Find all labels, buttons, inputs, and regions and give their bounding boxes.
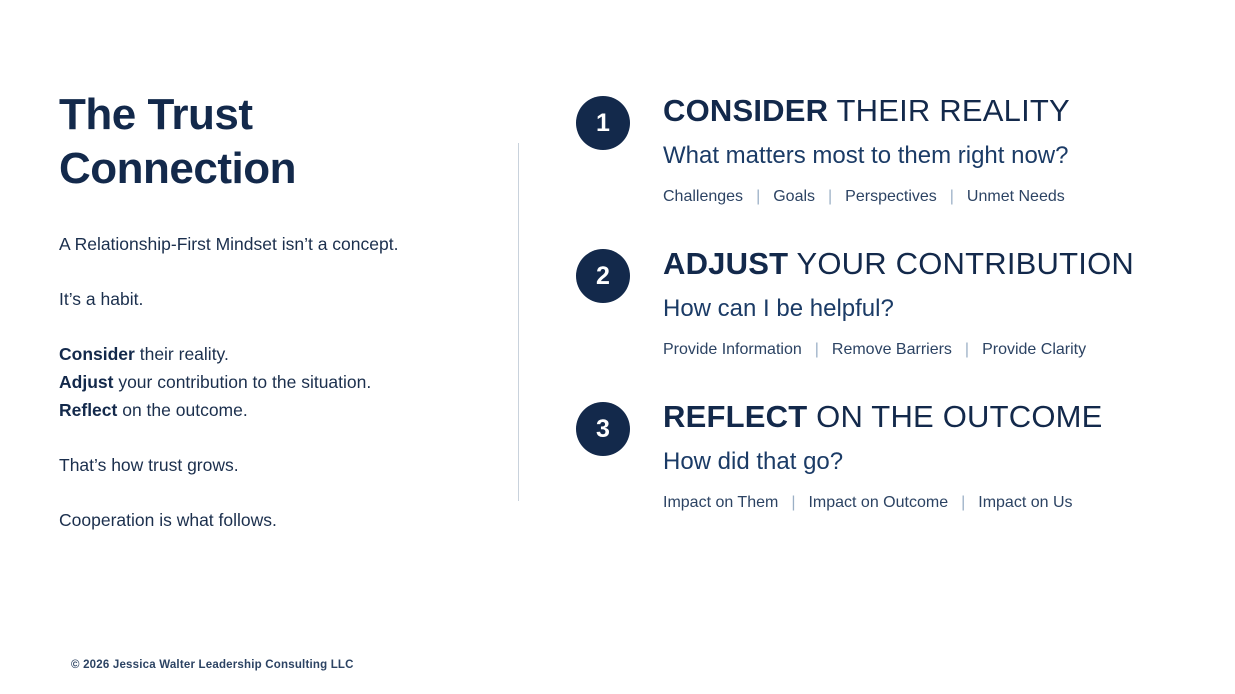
tag-separator-icon: |: [814, 341, 819, 358]
tag-separator-icon: |: [961, 494, 966, 511]
action-text-consider: their reality.: [134, 344, 229, 364]
step-1-tag-4: Unmet Needs: [966, 188, 1065, 205]
action-text-adjust: your contribution to the situation.: [113, 372, 372, 392]
step-2-heading-light: YOUR CONTRIBUTION: [788, 246, 1134, 281]
action-label-adjust: Adjust: [59, 372, 114, 392]
left-column: [59, 88, 479, 561]
step-2-subheading: How can I be helpful?: [663, 295, 894, 322]
step-1-subheading: What matters most to them right now?: [663, 142, 1069, 169]
paragraph-intro: A Relationship-First Mindset isn’t a concept.: [59, 234, 399, 254]
step-1-tag-3: Perspectives: [845, 188, 937, 205]
action-list: [59, 340, 479, 424]
step-3-tag-2: Impact on Outcome: [808, 494, 949, 511]
action-list-item-reflect: [59, 396, 479, 424]
step-2-tag-3: Provide Clarity: [982, 341, 1087, 358]
step-1-body: [663, 92, 1206, 207]
steps-column: [576, 92, 1206, 513]
step-number-badge-1: 1: [576, 96, 630, 150]
step-3-heading-light: ON THE OUTCOME: [807, 399, 1103, 434]
step-2-heading: [663, 245, 1206, 283]
step-2-heading-strong: ADJUST: [663, 246, 789, 281]
step-number-badge-2: 2: [576, 249, 630, 303]
action-label-consider: Consider: [59, 344, 135, 364]
tag-separator-icon: |: [964, 341, 970, 358]
action-text-reflect: on the outcome.: [117, 400, 248, 420]
step-3-tag-1: Impact on Them: [663, 494, 779, 511]
page-title-line-2: Connection: [59, 144, 296, 193]
step-2: [576, 245, 1206, 360]
step-1-heading: [663, 92, 1206, 130]
step-3-subheading: How did that go?: [663, 448, 844, 475]
page-title: [59, 88, 479, 196]
tag-separator-icon: |: [949, 188, 954, 205]
step-2-tag-2: Remove Barriers: [831, 341, 952, 358]
step-1-tag-1: Challenges: [663, 188, 744, 205]
step-number-badge-3: 3: [576, 402, 630, 456]
step-2-tags: [663, 340, 1206, 360]
step-1: [576, 92, 1206, 207]
page-title-line-1: The Trust: [59, 90, 253, 139]
step-3-tag-3: Impact on Us: [978, 494, 1073, 511]
step-3-heading-strong: REFLECT: [663, 399, 808, 434]
tag-separator-icon: |: [791, 494, 796, 511]
left-body: [59, 230, 479, 534]
column-divider: [518, 143, 519, 501]
step-1-heading-light: THEIR REALITY: [828, 93, 1070, 128]
step-2-tag-1: Provide Information: [663, 341, 802, 358]
step-1-heading-strong: CONSIDER: [663, 93, 829, 128]
tag-separator-icon: |: [828, 188, 833, 205]
step-1-tag-2: Goals: [773, 188, 816, 205]
paragraph-habit: It’s a habit.: [59, 289, 144, 309]
step-1-tags: [663, 187, 1206, 207]
paragraph-cooperation: Cooperation is what follows.: [59, 510, 277, 530]
paragraph-trust-grows: That’s how trust grows.: [59, 455, 239, 475]
tag-separator-icon: |: [756, 188, 761, 205]
copyright-footer: © 2026 Jessica Walter Leadership Consulting LLC: [71, 659, 354, 671]
step-3-body: [663, 398, 1206, 513]
step-3: [576, 398, 1206, 513]
step-3-heading: [663, 398, 1206, 436]
action-label-reflect: Reflect: [59, 400, 118, 420]
action-list-item-adjust: [59, 368, 479, 396]
step-3-tags: [663, 493, 1206, 513]
step-2-body: [663, 245, 1206, 360]
action-list-item-consider: [59, 340, 479, 368]
